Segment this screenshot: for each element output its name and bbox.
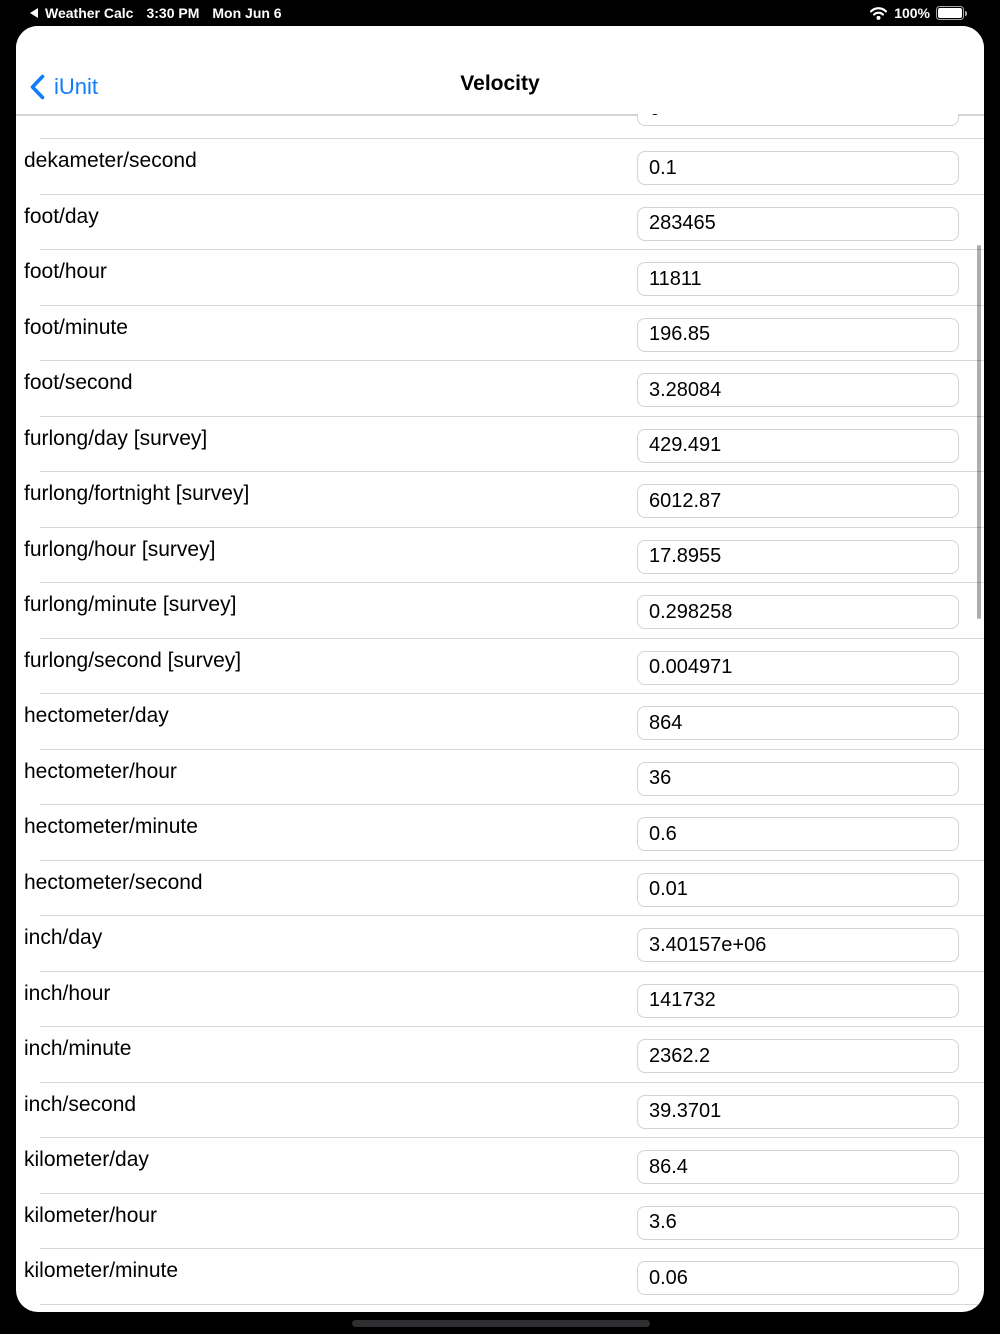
unit-row bbox=[16, 528, 984, 584]
wifi-icon bbox=[869, 6, 888, 20]
unit-label: foot/minute bbox=[24, 315, 128, 339]
unit-row bbox=[16, 361, 984, 417]
unit-label: hectometer/second bbox=[24, 870, 203, 894]
unit-label: dekameter/second bbox=[24, 149, 197, 172]
battery-percent: 100% bbox=[894, 5, 930, 21]
unit-value-input[interactable] bbox=[637, 373, 959, 407]
page-title: Velocity bbox=[460, 72, 540, 95]
unit-row bbox=[16, 805, 984, 861]
unit-value-input[interactable] bbox=[637, 318, 959, 352]
status-date: Mon Jun 6 bbox=[212, 5, 282, 21]
unit-label: kilometer/hour bbox=[24, 1203, 158, 1227]
unit-label: inch/minute bbox=[24, 1037, 132, 1060]
unit-row bbox=[16, 1249, 984, 1305]
unit-value-input[interactable] bbox=[637, 984, 959, 1018]
unit-value-input[interactable] bbox=[637, 1261, 959, 1295]
unit-value-input[interactable] bbox=[637, 429, 959, 463]
unit-label: kilometer/minute bbox=[24, 1259, 179, 1282]
unit-row bbox=[16, 472, 984, 528]
unit-value-input[interactable] bbox=[637, 1150, 959, 1184]
nav-bar bbox=[16, 26, 984, 114]
unit-row bbox=[16, 306, 984, 362]
unit-row bbox=[16, 195, 984, 251]
unit-row bbox=[16, 250, 984, 306]
unit-label: furlong/fortnight [survey] bbox=[24, 482, 250, 505]
unit-label: foot/second bbox=[24, 371, 133, 394]
unit-row bbox=[16, 972, 984, 1028]
unit-value-input[interactable] bbox=[637, 873, 959, 907]
unit-label: inch/day bbox=[24, 926, 103, 949]
app-window bbox=[16, 26, 984, 1312]
back-to-app-icon bbox=[30, 8, 38, 18]
unit-value-input[interactable] bbox=[637, 595, 959, 629]
unit-label: furlong/day [survey] bbox=[24, 426, 208, 450]
unit-label: foot/hour bbox=[24, 260, 107, 283]
unit-label: furlong/second [survey] bbox=[24, 648, 242, 672]
unit-label: hectometer/hour bbox=[24, 759, 177, 783]
status-left bbox=[30, 0, 282, 26]
unit-label: inch/hour bbox=[24, 981, 111, 1005]
back-to-app-label: Weather Calc bbox=[45, 5, 134, 21]
unit-list bbox=[16, 115, 984, 1305]
status-bar bbox=[0, 0, 1000, 26]
unit-row bbox=[16, 1194, 984, 1250]
unit-label: inch/second bbox=[24, 1092, 137, 1116]
unit-label: hectometer/minute bbox=[24, 815, 198, 838]
unit-row bbox=[16, 861, 984, 917]
unit-row-partial bbox=[16, 115, 984, 139]
unit-label: foot/day bbox=[24, 204, 99, 228]
battery-icon bbox=[936, 6, 964, 20]
unit-label: furlong/minute [survey] bbox=[24, 593, 237, 616]
unit-row bbox=[16, 750, 984, 806]
unit-value-input[interactable] bbox=[637, 1039, 959, 1073]
unit-value-input[interactable] bbox=[637, 762, 959, 796]
unit-row bbox=[16, 139, 984, 195]
unit-label: hectometer/day bbox=[24, 704, 169, 727]
unit-row bbox=[16, 1027, 984, 1083]
unit-row bbox=[16, 694, 984, 750]
home-indicator[interactable] bbox=[352, 1320, 650, 1327]
unit-value-input[interactable] bbox=[637, 151, 959, 185]
unit-value-input[interactable] bbox=[637, 207, 959, 241]
unit-row bbox=[16, 916, 984, 972]
unit-value-input[interactable] bbox=[637, 928, 959, 962]
status-time: 3:30 PM bbox=[146, 5, 200, 21]
scrollbar-thumb[interactable] bbox=[977, 245, 981, 619]
unit-value-input[interactable] bbox=[637, 262, 959, 296]
unit-value-input[interactable] bbox=[637, 651, 959, 685]
nav-back-label: iUnit bbox=[54, 74, 99, 99]
unit-row bbox=[16, 417, 984, 473]
unit-label: furlong/hour [survey] bbox=[24, 537, 216, 561]
unit-value-input[interactable] bbox=[637, 540, 959, 574]
unit-value-input[interactable] bbox=[637, 706, 959, 740]
unit-value-input[interactable] bbox=[637, 484, 959, 518]
unit-value-input[interactable] bbox=[637, 1206, 959, 1240]
unit-value-input[interactable] bbox=[637, 1095, 959, 1129]
unit-label: kilometer/day bbox=[24, 1148, 149, 1171]
unit-row bbox=[16, 583, 984, 639]
back-to-app-button[interactable] bbox=[30, 5, 133, 21]
unit-row bbox=[16, 1138, 984, 1194]
unit-row bbox=[16, 1083, 984, 1139]
status-right bbox=[869, 0, 964, 26]
unit-value-input[interactable] bbox=[637, 817, 959, 851]
unit-row bbox=[16, 639, 984, 695]
